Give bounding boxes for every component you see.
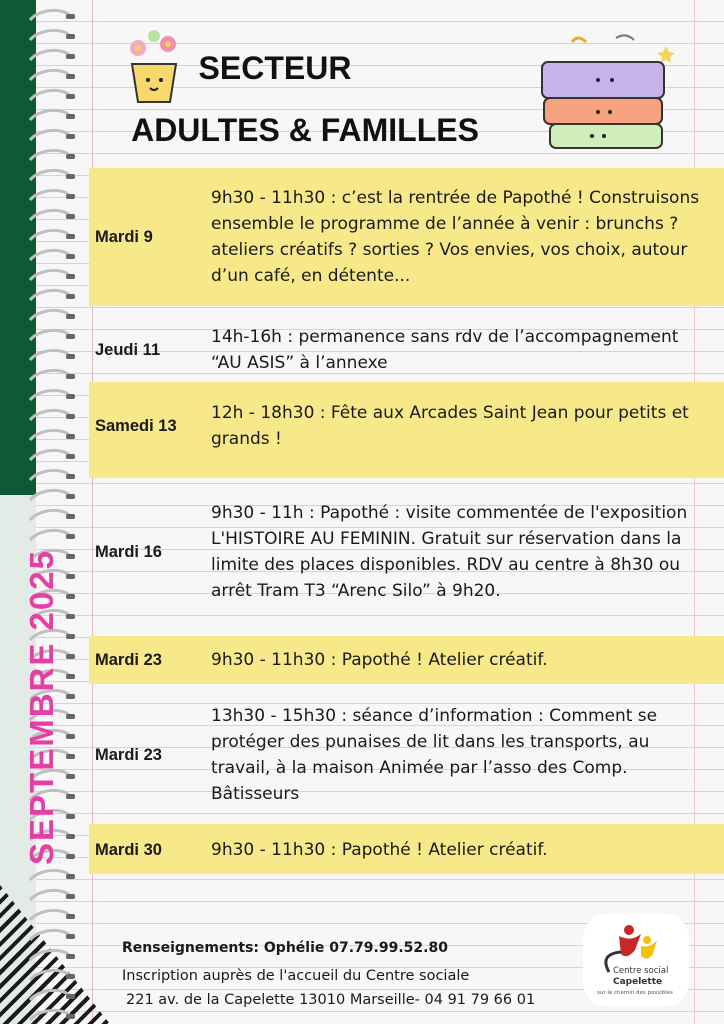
spiral-hole [66,1014,75,1019]
spiral-ring [30,530,70,540]
spiral-hole [66,794,75,799]
spiral-hole [66,534,75,539]
spiral-hole [66,694,75,699]
spiral-ring [30,10,70,20]
spiral-ring [30,950,70,960]
spiral-ring [30,190,70,200]
spiral-hole [66,594,75,599]
footer-contact: Renseignements: Ophélie 07.79.99.52.80 [122,940,448,956]
spiral-ring [30,70,70,80]
spiral-hole [66,274,75,279]
spiral-hole [66,494,75,499]
event-row [89,322,709,378]
spiral-binding [26,0,86,1024]
spiral-ring [30,90,70,100]
spiral-hole [66,654,75,659]
spiral-hole [66,894,75,899]
spiral-hole [66,374,75,379]
spiral-ring [30,470,70,480]
spiral-hole [66,34,75,39]
logo-tagline: sur le chemin des possibles [597,990,673,996]
event-day: Mardi 30 [95,840,162,859]
spiral-hole [66,314,75,319]
spiral-hole [66,294,75,299]
logo-figure-icon [583,914,689,974]
spiral-ring [30,210,70,220]
spiral-ring [30,350,70,360]
spiral-ring [30,1010,70,1020]
event-text: 9h30 - 11h30 : Papothé ! Atelier créatif. [211,840,548,860]
footer-inscription: Inscription auprès de l'accueil du Centre sociale [122,968,470,984]
spiral-ring [30,250,70,260]
spiral-ring [30,110,70,120]
spiral-hole [66,14,75,19]
spiral-ring [30,130,70,140]
event-day: Mardi 23 [95,745,162,764]
spiral-ring [30,410,70,420]
spiral-ring [30,310,70,320]
spiral-hole [66,74,75,79]
spiral-hole [66,334,75,339]
event-text: 14h-16h : permanence sans rdv de l’accompagnement “AU ASIS” à l’annexe [211,327,679,373]
event-text: 9h30 - 11h : Papothé : visite commentée de l'exposition L'HISTOIRE AU FEMININ. Gratuit sur réservation dans la limite des places disponibles. RDV au centre à 8h30 ou arrêt Tram T3 “Arenc Silo” à 9h20. [211,503,688,601]
spiral-hole [66,114,75,119]
title-line-2: ADULTES & FAMILLES [131,112,479,148]
spiral-hole [66,434,75,439]
spiral-hole [66,454,75,459]
spiral-hole [66,354,75,359]
spiral-ring [30,290,70,300]
spiral-hole [66,94,75,99]
spiral-ring [30,490,70,500]
event-row [89,396,709,456]
spiral-ring [30,910,70,920]
spiral-hole [66,734,75,739]
spiral-hole [66,134,75,139]
month-label: SEPTEMBRE 2025 [23,549,60,865]
event-row [89,484,709,620]
spiral-ring [30,390,70,400]
spiral-hole [66,974,75,979]
spiral-hole [66,954,75,959]
event-day: Mardi 16 [95,542,162,561]
spiral-ring [30,990,70,1000]
spiral-ring [30,870,70,880]
centre-social-logo [583,914,689,1006]
spiral-hole [66,174,75,179]
spiral-hole [66,154,75,159]
event-day: Mardi 9 [95,227,153,246]
spiral-ring [30,150,70,160]
spiral-ring [30,930,70,940]
logo-line-1: Centre social [613,966,669,976]
event-text: 9h30 - 11h30 : c’est la rentrée de Papothé ! Construisons ensemble le programme de l’année à venir : brunchs ? ateliers créatifs ? sorties ? Vos envies, vos choix, autour d’un café, en détente... [211,188,700,286]
spiral-hole [66,994,75,999]
title-line-1: SECTEUR [198,50,352,86]
event-text: 12h - 18h30 : Fête aux Arcades Saint Jean pour petits et grands ! [211,403,689,449]
event-day: Samedi 13 [95,416,177,435]
event-day: Mardi 23 [95,650,162,669]
event-row [89,644,709,676]
spiral-hole [66,814,75,819]
spiral-hole [66,634,75,639]
spiral-hole [66,414,75,419]
event-day: Jeudi 11 [95,340,161,359]
spiral-ring [30,430,70,440]
books-icon [536,26,676,154]
event-row [89,174,709,300]
footer-address: 221 av. de la Capelette 13010 Marseille- 04 91 79 66 01 [126,992,536,1008]
spiral-hole [66,934,75,939]
event-row [89,700,709,810]
spiral-ring [30,30,70,40]
spiral-ring [30,270,70,280]
spiral-hole [66,714,75,719]
spiral-ring [30,370,70,380]
spiral-hole [66,574,75,579]
spiral-ring [30,510,70,520]
spiral-ring [30,50,70,60]
spiral-hole [66,854,75,859]
event-text: 13h30 - 15h30 : séance d’information : Comment se protéger des punaises de lit dans les transports, au travail, à la maison Animée par l’asso des Comp. Bâtisseurs [211,706,658,804]
spiral-hole [66,214,75,219]
spiral-hole [66,754,75,759]
spiral-hole [66,474,75,479]
spiral-hole [66,614,75,619]
spiral-hole [66,914,75,919]
spiral-hole [66,554,75,559]
spiral-hole [66,834,75,839]
spiral-hole [66,194,75,199]
spiral-hole [66,674,75,679]
spiral-ring [30,890,70,900]
spiral-ring [30,170,70,180]
event-row [89,834,709,866]
spiral-ring [30,970,70,980]
spiral-hole [66,514,75,519]
spiral-hole [66,874,75,879]
spiral-ring [30,330,70,340]
spiral-hole [66,774,75,779]
spiral-hole [66,54,75,59]
spiral-hole [66,394,75,399]
spiral-hole [66,254,75,259]
event-text: 9h30 - 11h30 : Papothé ! Atelier créatif. [211,650,548,670]
spiral-ring [30,230,70,240]
logo-line-2: Capelette [613,977,663,987]
spiral-ring [30,450,70,460]
spiral-hole [66,234,75,239]
